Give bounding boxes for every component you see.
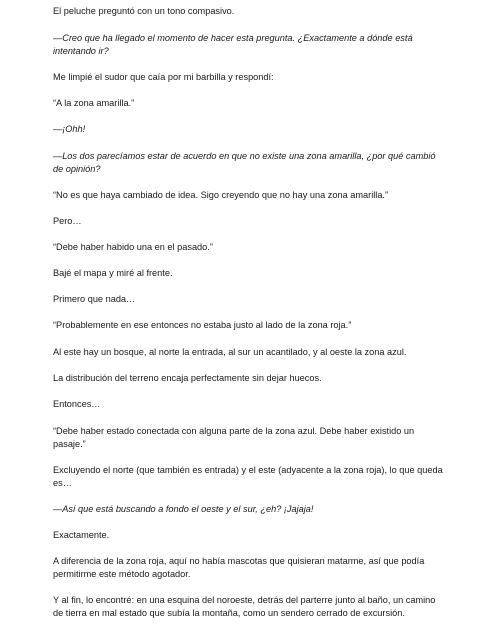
paragraph: “A la zona amarilla.” [53,98,135,108]
paragraph: Excluyendo el norte (que también es entrada) y el este (adyacente a la zona roja), lo que queda es… [53,465,443,488]
paragraph: Entonces… [53,399,101,409]
paragraph: La distribución del terreno encaja perfectamente sin dejar huecos. [53,373,322,383]
paragraph: Primero que nada… [53,294,136,304]
paragraph: A diferencia de la zona roja, aquí no había mascotas que quisieran matarme, así que podía permitirme este método agotador. [53,556,425,579]
paragraph: El peluche preguntó con un tono compasivo. [53,6,235,16]
paragraph: —Creo que ha llegado el momento de hacer esta pregunta. ¿Exactamente a dónde está intentando ir? [53,33,413,56]
paragraph: Y al fin, lo encontré: en una esquina del noroeste, detrás del parterre junto al baño, un camino de tierra en mal estado que subía la montaña, como un sendero cerrado de excursión. [53,595,436,618]
paragraph: Me limpié el sudor que caía por mi barbilla y respondí: [53,72,274,82]
paragraph: “No es que haya cambiado de idea. Sigo creyendo que no hay una zona amarilla.” [53,190,389,200]
paragraph: “Debe haber habido una en el pasado.” [53,242,213,252]
paragraph: Al este hay un bosque, al norte la entrada, al sur un acantilado, y al oeste la zona azul. [53,347,407,357]
paragraph: “Debe haber estado conectada con alguna parte de la zona azul. Debe haber existido un pasaje.” [53,426,415,449]
paragraph: —Así que está buscando a fondo el oeste y el sur, ¿eh? ¡Jajaja! [53,504,314,514]
paragraph: Exactamente. [53,530,110,540]
paragraph: —¡Ohh! [53,124,86,134]
paragraph: —Los dos parecíamos estar de acuerdo en que no existe una zona amarilla, ¿por qué cambió de opinión? [53,151,436,174]
paragraph: “Probablemente en ese entonces no estaba justo al lado de la zona roja.” [53,320,352,330]
paragraph: Bajé el mapa y miré al frente. [53,268,173,278]
paragraph: Pero… [53,216,82,226]
